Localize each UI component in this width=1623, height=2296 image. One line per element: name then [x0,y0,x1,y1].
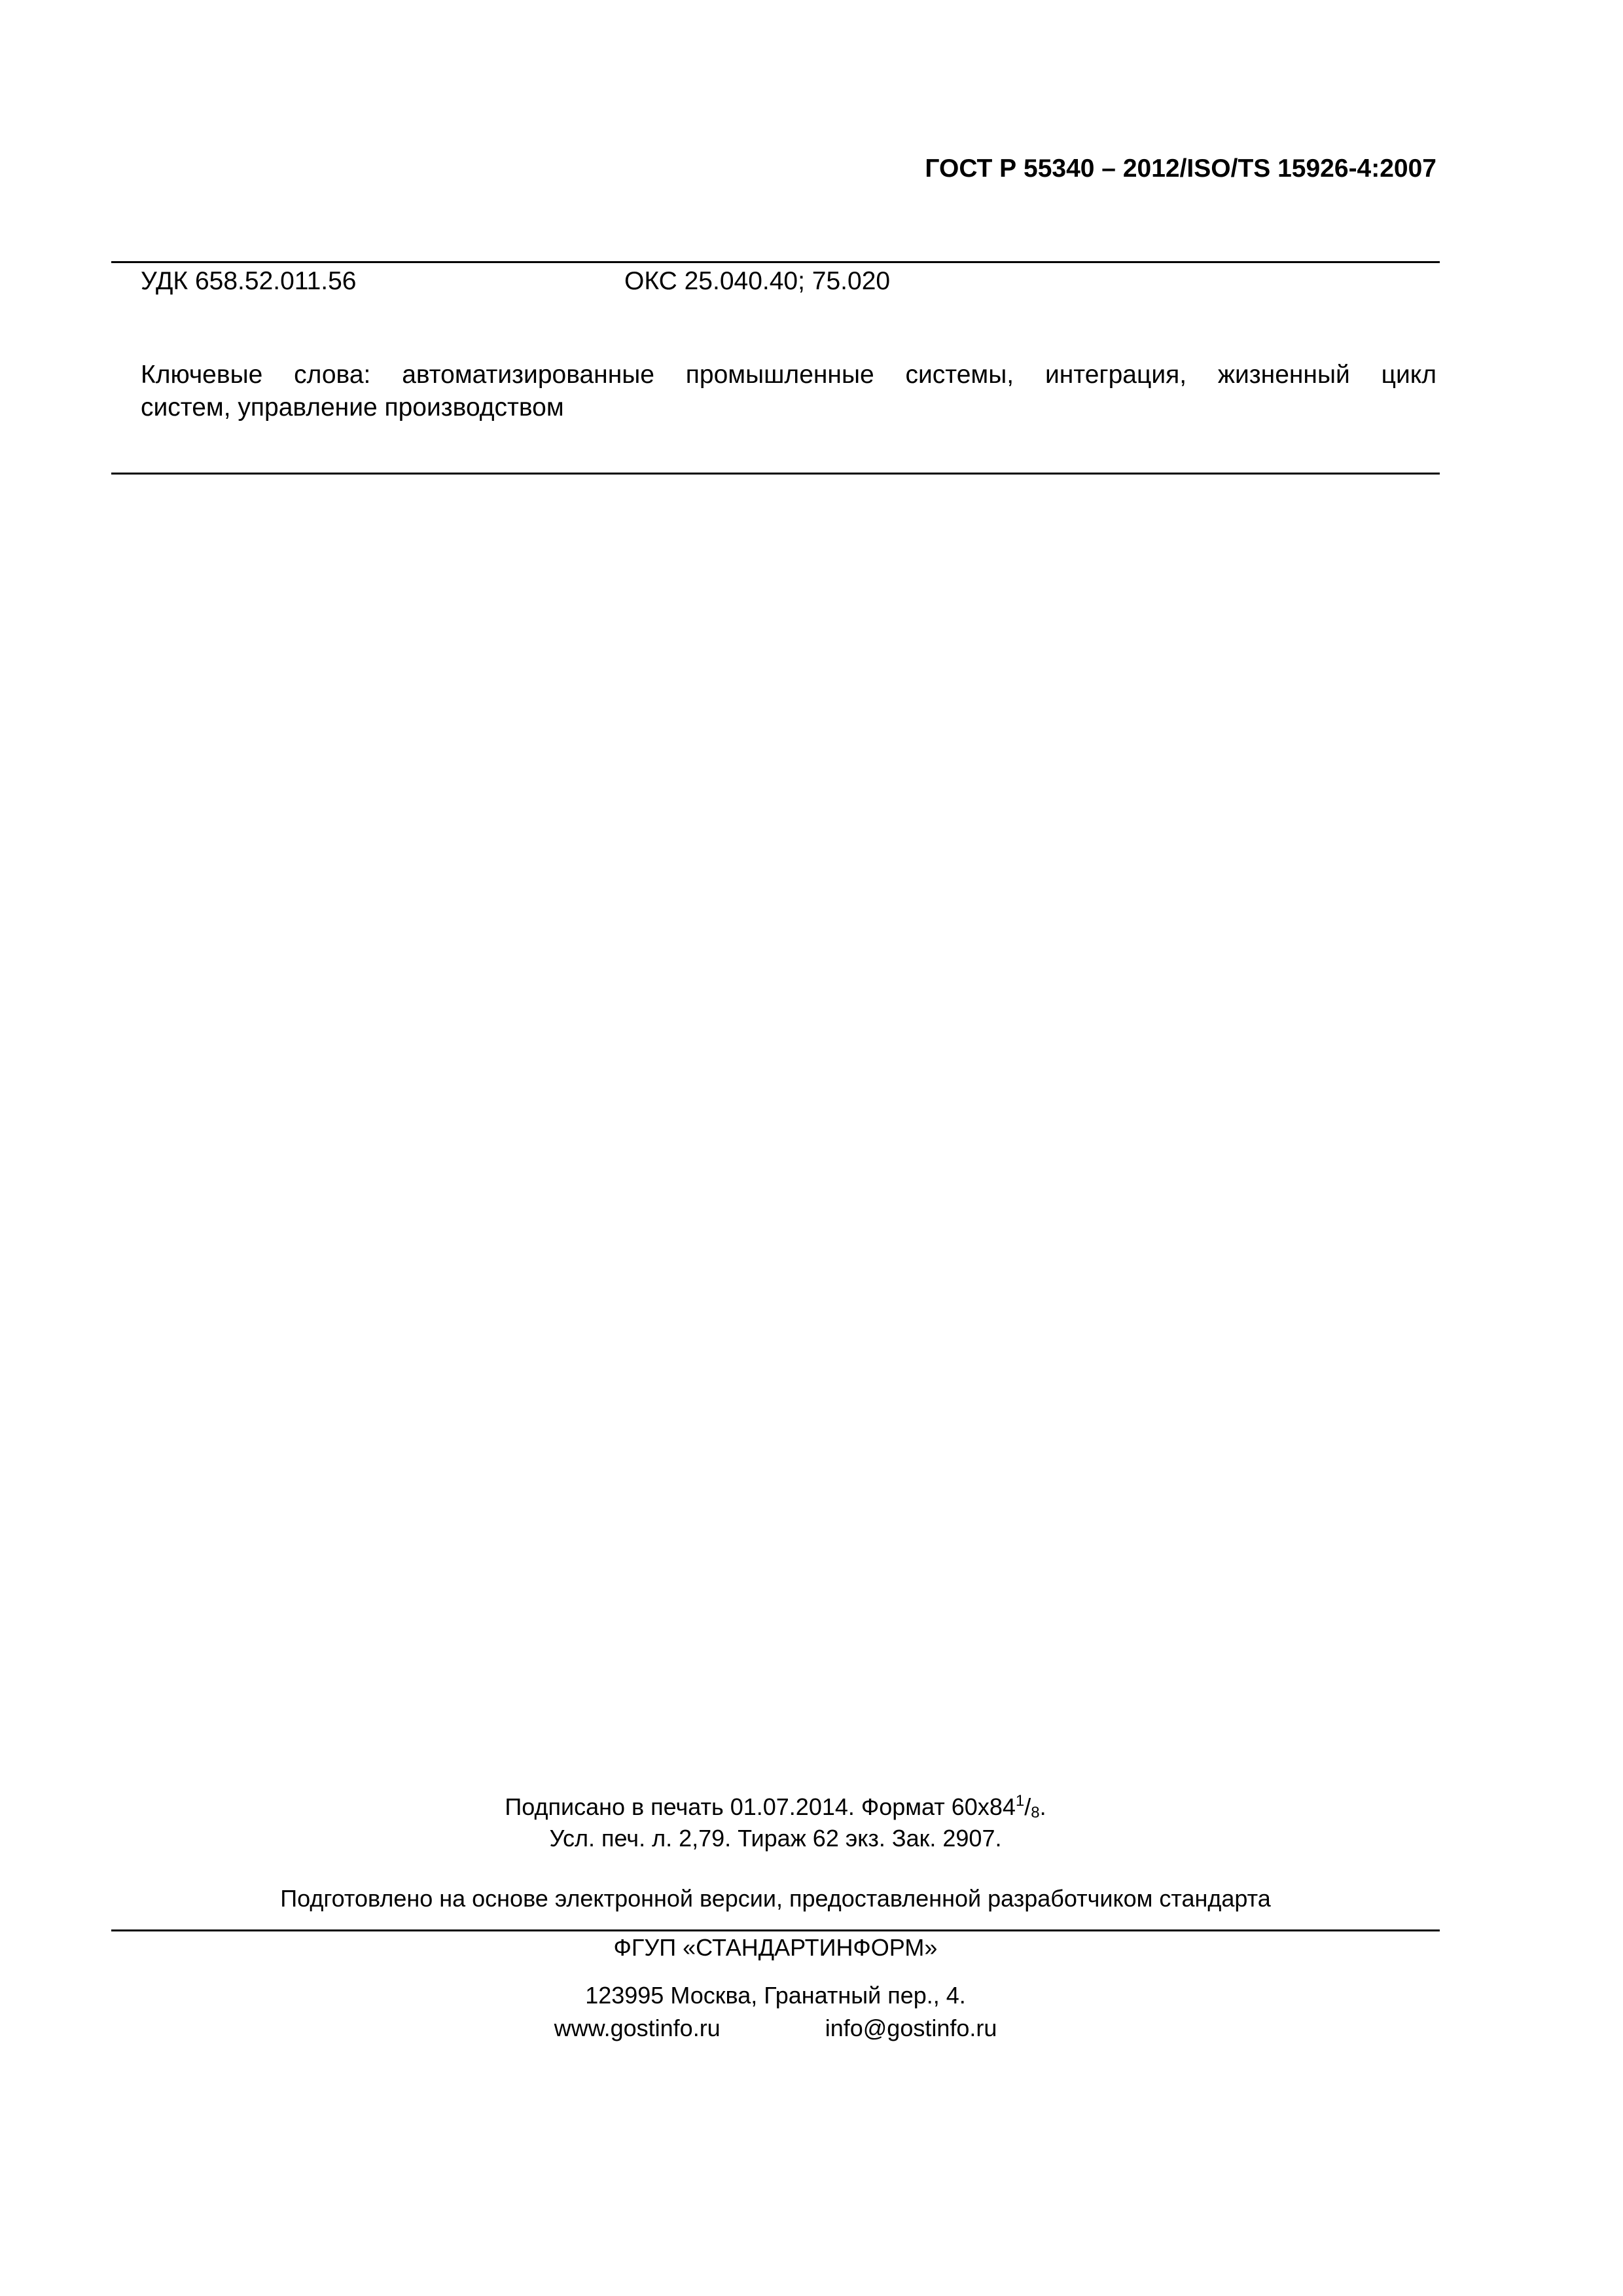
publisher-address: 123995 Москва, Гранатный пер., 4. [585,1982,966,2009]
keywords-block [141,359,1436,424]
format-numerator: 1 [1015,1792,1025,1810]
prepared-note: Подготовлено на основе электронной версии, предоставленной разработчиком стандарта [280,1885,1271,1912]
document-code: ГОСТ Р 55340 – 2012/ISO/TS 15926-4:2007 [925,154,1436,183]
udk-code: УДК 658.52.011.56 [141,267,357,295]
website-link[interactable]: www.gostinfo.ru [554,2015,721,2041]
format-tail: . [1039,1793,1046,1820]
email-link[interactable]: info@gostinfo.ru [825,2015,997,2041]
top-rule [111,261,1440,263]
print-info-line-1 [111,1792,1440,1822]
print-info-line-2: Усл. печ. л. 2,79. Тираж 62 экз. Зак. 2907. [549,1825,1002,1852]
publisher-name: ФГУП «СТАНДАРТИНФОРМ» [613,1934,938,1961]
middle-rule [111,473,1440,475]
format-separator: / [1024,1793,1031,1820]
format-denominator: 8 [1031,1804,1040,1821]
contact-line [111,2015,1440,2042]
bottom-rule [111,1929,1440,1931]
keywords-line-1: Ключевые слова: автоматизированные промышленные системы, интеграция, жизненный цикл [141,361,1436,389]
keywords-line-2: систем, управление производством [141,393,564,422]
oks-code: ОКС 25.040.40; 75.020 [624,267,891,295]
signed-date-format: Подписано в печать 01.07.2014. Формат 60х84 [505,1793,1016,1820]
